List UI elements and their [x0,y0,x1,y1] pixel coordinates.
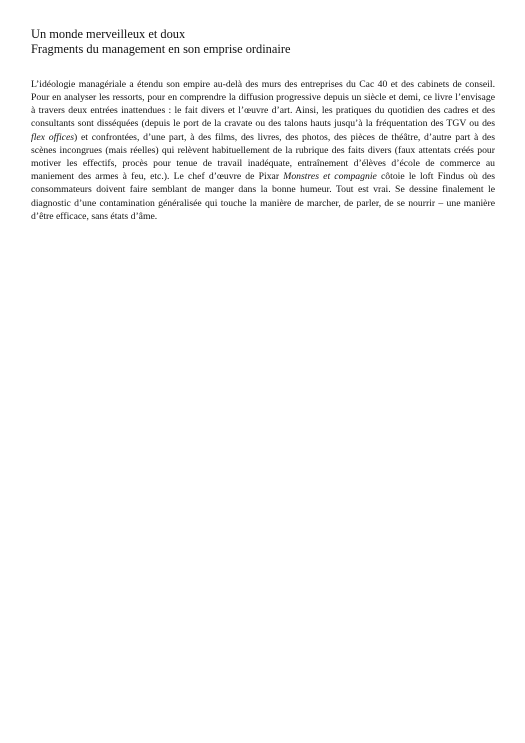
paragraph-text-part-1: L’idéologie managériale a étendu son empire au-delà des murs des entreprises du Cac 40 et des cabinets de conseil. Pour en analyser les ressorts, pour en comprendre la diffusion progressive depuis un siècle et demi, ce livre l’envisage à travers deux entrées inattendues : le fait divers et l’œuvre d’art. Ainsi, les pratiques du quotidien des cadres et des consultants sont disséquées (depuis le port de la cravate ou des talons hauts jusqu’à la fréquentation des TGV ou des [31,78,495,130]
document-subtitle: Fragments du management en son emprise ordinaire [31,42,291,56]
paragraph-text-part-2: ) et confrontées, d’une part, à des films, des livres, des photos, des pièces de théâtre, d’autre part à des scènes incongrues (mais réelles) qui relèvent habituellement de la rubrique des faits divers (faux attentats créés pour motiver les effectifs, procès pour tenue de travail inadéquate, entraînement d’élèves d’école de commerce au maniement des armes à feu, etc.). Le chef d’œuvre de Pixar [31,131,495,183]
italic-title-monstres-et-compagnie: Monstres et compagnie [283,171,377,183]
body-paragraph [31,78,495,223]
title-block [31,27,501,57]
paragraph-text-part-3: côtoie le loft Findus où des consommateurs doivent faire semblant de manger dans la bonne humeur. Tout est vrai. Se dessine finalement le diagnostic d’une contamination généralisée qui touche la manière de marcher, de parler, de se nourrir – une manière d’être efficace, sans états d’âme. [31,171,495,222]
document-title: Un monde merveilleux et doux [31,27,186,41]
italic-term-flex-offices: flex offices [31,131,75,143]
